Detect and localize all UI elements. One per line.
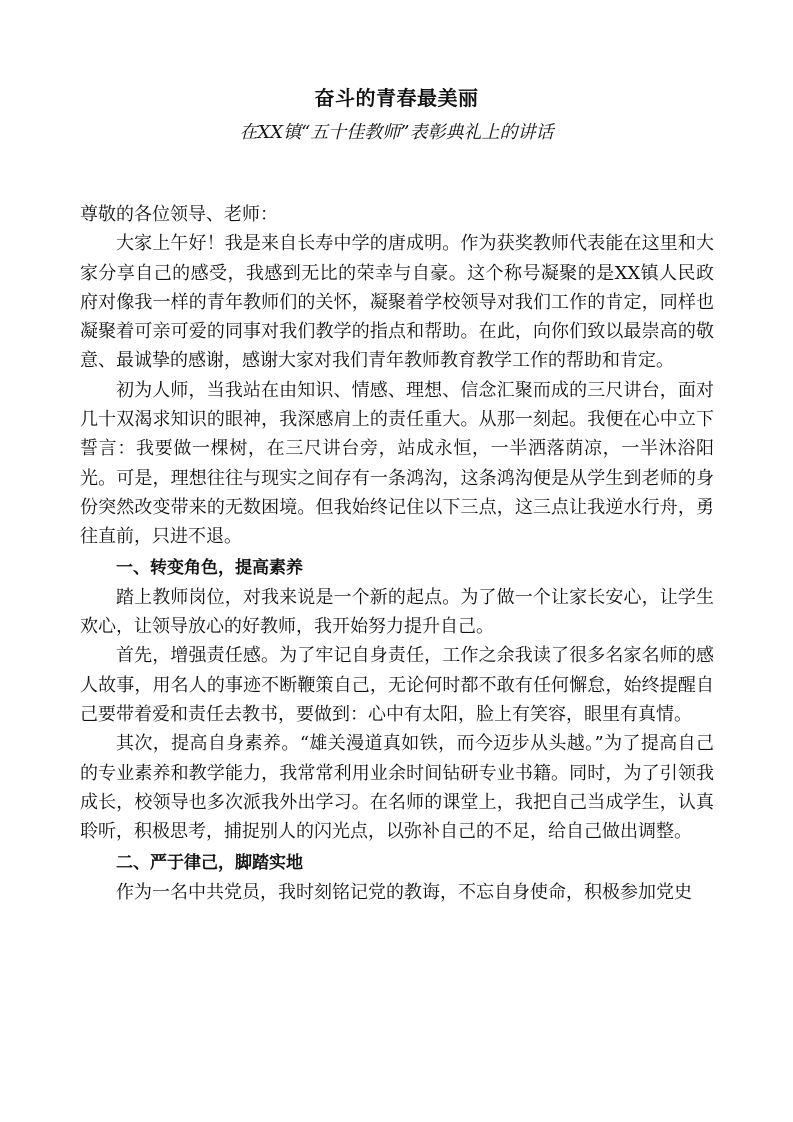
paragraph: 踏上教师岗位，对我来说是一个新的起点。为了做一个让家长安心，让学生欢心，让领导放心的好教师，我开始努力提升自己。 — [80, 586, 714, 638]
section-heading: 二、严于律己，脚踏实地 — [116, 852, 303, 873]
paragraph: 其次，提高自身素养。“雄关漫道真如铁，而今迈步从头越。”为了提高自己的专业素养和教学能力，我常常利用业余时间钻研专业书籍。同时，为了引领我成长，校领导也多次派我外出学习。在名师的课堂上，我把自己当成学生，认真聆听，积极思考，捕捉别人的闪光点，以弥补自己的不足，给自己做出调整。 — [80, 733, 714, 843]
paragraph: 初为人师，当我站在由知识、情感、理想、信念汇聚而成的三尺讲台，面对几十双渴求知识的眼神，我深感肩上的责任重大。从那一刻起。我便在心中立下誓言：我要做一棵树，在三尺讲台旁，站成永恒，一半洒落荫凉，一半沐浴阳光。可是，理想往往与现实之间存有一条鸿沟，这条鸿沟便是从学生到老师的身份突然改变带来的无数困境。但我始终记住以下三点，这三点让我逆水行舟，勇往直前，只进不退。 — [80, 379, 714, 548]
document-subtitle: 在XX镇“五十佳教师”表彰典礼上的讲话 — [239, 122, 554, 143]
document-body — [80, 200, 714, 907]
paragraph: 大家上午好！我是来自长寿中学的唐成明。作为获奖教师代表能在这里和大家分享自己的感受，我感到无比的荣幸与自豪。这个称号凝聚的是XX镇人民政府对像我一样的青年教师们的关怀，凝聚着学校领导对我们工作的肯定，同样也凝聚着可亲可爱的同事对我们教学的指点和帮助。在此，向你们致以最崇高的敬意、最诚挚的感谢，感谢大家对我们青年教师教育教学工作的帮助和肯定。 — [80, 233, 714, 372]
section-heading: 一、转变角色，提高素养 — [116, 557, 303, 578]
paragraph: 首先，增强责任感。为了牢记自身责任，工作之余我读了很多名家名师的感人故事，用名人的事迹不断鞭策自己，无论何时都不敢有任何懈怠，始终提醒自己要带着爱和责任去教书，要做到：心中有太阳，脸上有笑容，眼里有真情。 — [80, 645, 714, 726]
document-title: 奋斗的青春最美丽 — [314, 86, 479, 110]
salutation: 尊敬的各位领导、老师： — [80, 204, 278, 225]
paragraph: 作为一名中共党员，我时刻铭记党的教诲，不忘自身使命，积极参加党史 — [116, 881, 692, 903]
